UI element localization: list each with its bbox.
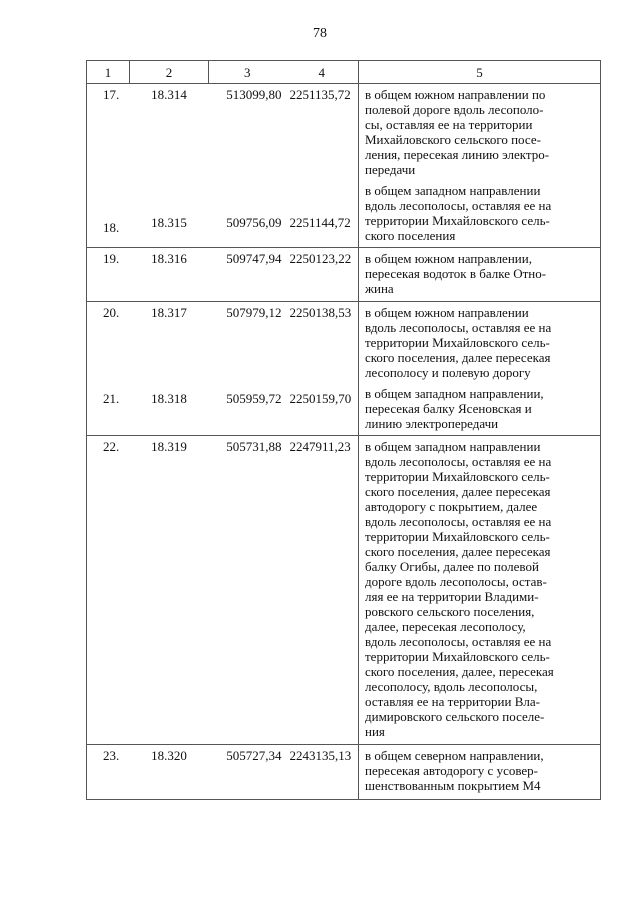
- boundary-description: в общем западном направлении вдоль лесополосы, оставляя ее на территории Михайловского сель- ского поселения: [365, 183, 552, 243]
- row-number: 21.: [103, 391, 120, 406]
- table-row-group: [87, 302, 601, 436]
- point-id: 18.315: [151, 215, 187, 230]
- table-row-group: [87, 248, 601, 302]
- row-number: 22.: [103, 439, 120, 454]
- header-col-4: 4: [286, 61, 359, 84]
- x-coordinate: 509756,09: [226, 215, 282, 230]
- boundary-description: в общем северном направлении, пересекая автодорогу с усовер- шенствованным покрытием М4: [365, 748, 544, 793]
- table-row-group: [87, 745, 601, 800]
- y-coordinate: 2250123,22: [289, 251, 352, 266]
- y-coordinate: 2250138,53: [289, 305, 352, 320]
- row-number: 19.: [103, 251, 120, 266]
- y-coordinate: 2250159,70: [289, 391, 352, 406]
- y-coordinate: 2247911,23: [289, 439, 351, 454]
- boundary-description: в общем западном направлении, пересекая балку Ясеновская и линию электропередачи: [365, 386, 544, 431]
- header-col-5: 5: [359, 61, 601, 84]
- header-col-1: 1: [87, 61, 130, 84]
- point-id: 18.320: [151, 748, 187, 763]
- boundary-description: в общем западном направлении вдоль лесополосы, оставляя ее на территории Михайловского сель- ского поселения, далее пересекая автодорогу с покрытием, далее вдоль лесополосы, оставляя ее на территории Михайловского сель- ского поселения, далее пересекая балку Огибы, далее по полевой дороге вдоль лесополосы, остав- ляя ее на территории Владими- ровского сельского поселения, далее, пересекая лесополосу, вдоль лесополосы, оставляя ее на территории Михайловского сель- ского поселения, далее, пересекая лесополосу, вдоль лесополосы, оставляя ее на территории Вла- димировского сельского поселе- ния: [365, 439, 554, 739]
- table-header-row: [87, 61, 601, 84]
- row-number: 23.: [103, 748, 120, 763]
- row-number: 20.: [103, 305, 120, 320]
- row-number: 18.: [103, 220, 120, 235]
- y-coordinate: 2251135,72: [289, 87, 351, 102]
- boundary-description: в общем южном направлении по полевой дороге вдоль лесополо- сы, оставляя ее на территории Михайловского сельского посе- ления, пересекая линию электро- передачи: [365, 87, 550, 177]
- row-number: 17.: [103, 87, 120, 102]
- y-coordinate: 2243135,13: [289, 748, 352, 763]
- x-coordinate: 513099,80: [226, 87, 282, 102]
- x-coordinate: 507979,12: [226, 305, 282, 320]
- point-id: 18.319: [151, 439, 187, 454]
- point-id: 18.314: [151, 87, 187, 102]
- boundary-description: в общем южном направлении, пересекая водоток в балке Отно- жина: [365, 251, 547, 296]
- point-id: 18.316: [151, 251, 187, 266]
- header-col-2: 2: [130, 61, 209, 84]
- header-col-3: 3: [209, 61, 286, 84]
- x-coordinate: 505959,72: [226, 391, 282, 406]
- table-row-group: [87, 84, 601, 248]
- boundary-description: в общем южном направлении вдоль лесополосы, оставляя ее на территории Михайловского сель- ского поселения, далее пересекая лесополосу и полевую дорогу: [365, 305, 552, 380]
- point-id: 18.317: [151, 305, 187, 320]
- x-coordinate: 505727,34: [226, 748, 282, 763]
- page-number: 78: [313, 26, 327, 41]
- table-row-group: [87, 436, 601, 745]
- x-coordinate: 505731,88: [226, 439, 282, 454]
- y-coordinate: 2251144,72: [289, 215, 351, 230]
- boundary-coordinates-table: [86, 60, 601, 800]
- point-id: 18.318: [151, 391, 187, 406]
- x-coordinate: 509747,94: [226, 251, 282, 266]
